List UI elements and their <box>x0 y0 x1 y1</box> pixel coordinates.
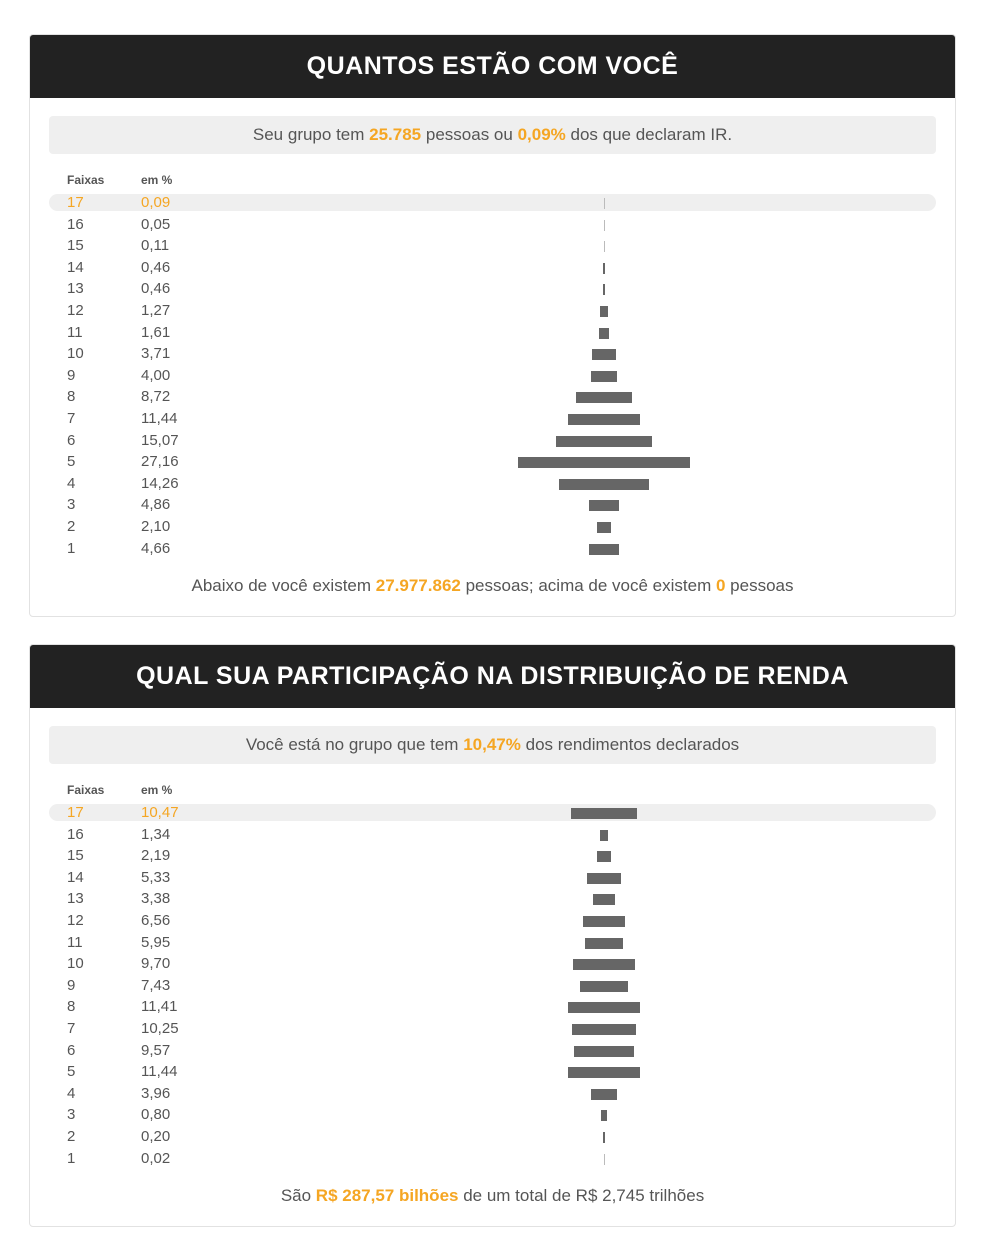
faixa-label: 4 <box>67 1084 76 1102</box>
chart-row <box>49 1127 936 1149</box>
chart-row <box>49 215 936 237</box>
faixa-label: 13 <box>67 280 84 298</box>
chart-row <box>49 1149 936 1171</box>
bar <box>568 1002 640 1013</box>
faixa-label: 7 <box>67 1019 76 1037</box>
bar <box>583 916 625 927</box>
bar <box>571 808 637 819</box>
percent-label: 5,95 <box>141 933 171 951</box>
footer-text: pessoas; acima de você existem <box>460 576 716 595</box>
faixa-label: 15 <box>67 847 84 865</box>
income-footer <box>30 1186 955 1206</box>
faixa-label: 10 <box>67 955 84 973</box>
chart-row <box>49 344 936 366</box>
bar <box>604 1154 605 1165</box>
chart-row <box>49 409 936 431</box>
chart-row <box>49 323 936 345</box>
group-people-count: 25.785 <box>369 125 422 144</box>
bar <box>604 220 605 231</box>
chart-row <box>49 474 936 496</box>
faixa-label: 7 <box>67 409 76 427</box>
chart-row <box>49 1105 936 1127</box>
chart-row <box>49 889 936 911</box>
percent-label: 1,61 <box>141 323 171 341</box>
column-header-percent: em % <box>141 783 173 797</box>
chart-row <box>49 1019 936 1041</box>
footer-text: São <box>280 1186 316 1205</box>
percent-label: 1,27 <box>141 301 171 319</box>
percent-label: 10,47 <box>141 804 179 821</box>
faixa-label: 5 <box>67 453 76 471</box>
percent-label: 11,44 <box>141 409 178 427</box>
percent-label: 4,00 <box>141 366 171 384</box>
faixa-label: 13 <box>67 890 84 908</box>
chart-row <box>49 997 936 1019</box>
chart-row <box>49 1062 936 1084</box>
percent-label: 3,96 <box>141 1084 171 1102</box>
chart-row <box>49 452 936 474</box>
bar <box>601 1110 606 1121</box>
footer-text: Abaixo de você existem <box>191 576 376 595</box>
section-title: QUAL SUA PARTICIPAÇÃO NA DISTRIBUIÇÃO DE RENDA <box>30 645 955 708</box>
faixa-label: 17 <box>67 804 84 821</box>
summary-text: Você está no grupo que tem <box>245 735 459 754</box>
chart-row <box>49 366 936 388</box>
section-title: QUANTOS ESTÃO COM VOCÊ <box>30 35 955 98</box>
percent-label: 7,43 <box>141 976 171 994</box>
percent-label: 0,02 <box>141 1149 171 1167</box>
footer-text: de um total de R$ 2,745 trilhões <box>458 1186 705 1205</box>
income-percent: 10,47% <box>463 735 521 754</box>
chart-row <box>49 431 936 453</box>
faixa-label: 6 <box>67 431 76 449</box>
chart-row <box>49 517 936 539</box>
bar <box>576 392 631 403</box>
column-header-faixas: Faixas <box>67 173 105 187</box>
bar <box>559 479 649 490</box>
faixa-label: 14 <box>67 258 84 276</box>
percent-label: 0,20 <box>141 1127 171 1145</box>
percent-label: 27,16 <box>141 453 179 471</box>
faixa-label: 8 <box>67 388 76 406</box>
chart-row <box>49 1084 936 1106</box>
group-summary <box>49 116 936 154</box>
bar <box>589 500 620 511</box>
people-distribution-card <box>29 34 956 617</box>
chart-row <box>49 387 936 409</box>
percent-label: 3,71 <box>141 345 171 363</box>
faixa-label: 9 <box>67 976 76 994</box>
position-footer <box>30 576 955 596</box>
faixa-label: 16 <box>67 825 84 843</box>
group-percent: 0,09% <box>517 125 566 144</box>
bar <box>518 457 690 468</box>
faixa-label: 12 <box>67 911 84 929</box>
percent-label: 10,25 <box>141 1019 179 1037</box>
bar <box>574 1046 635 1057</box>
faixa-label: 10 <box>67 345 84 363</box>
faixa-label: 1 <box>67 539 76 557</box>
faixa-label: 17 <box>67 194 84 211</box>
faixa-label: 11 <box>67 323 83 341</box>
column-header-percent: em % <box>141 173 173 187</box>
column-header-faixas: Faixas <box>67 783 105 797</box>
faixa-label: 12 <box>67 301 84 319</box>
chart-row <box>49 846 936 868</box>
percent-label: 8,72 <box>141 388 171 406</box>
chart-row <box>49 539 936 561</box>
faixa-label: 3 <box>67 496 76 514</box>
bar <box>591 371 616 382</box>
chart-row <box>49 1041 936 1063</box>
faixa-label: 8 <box>67 998 76 1016</box>
percent-label: 5,33 <box>141 868 171 886</box>
people-below-count: 27.977.862 <box>375 576 461 595</box>
percent-label: 0,11 <box>141 237 170 255</box>
faixa-label: 5 <box>67 1063 76 1081</box>
chart-row <box>49 495 936 517</box>
people-above-count: 0 <box>715 576 726 595</box>
percent-label: 9,70 <box>141 955 171 973</box>
chart-row <box>49 301 936 323</box>
faixa-label: 3 <box>67 1106 76 1124</box>
bar <box>600 830 608 841</box>
percent-label: 9,57 <box>141 1041 171 1059</box>
bar <box>585 938 623 949</box>
chart-row <box>49 954 936 976</box>
percent-label: 0,46 <box>141 280 171 298</box>
bar <box>603 1132 604 1143</box>
chart-row <box>49 825 936 847</box>
percent-label: 2,19 <box>141 847 171 865</box>
percent-label: 0,46 <box>141 258 171 276</box>
income-amount: R$ 287,57 bilhões <box>315 1186 459 1205</box>
percent-label: 4,66 <box>141 539 171 557</box>
bar <box>591 1089 616 1100</box>
bar <box>597 522 610 533</box>
percent-label: 0,09 <box>141 194 171 211</box>
percent-label: 11,41 <box>141 998 178 1016</box>
faixa-label: 2 <box>67 517 76 535</box>
chart-row <box>49 976 936 998</box>
faixa-label: 6 <box>67 1041 76 1059</box>
faixa-label: 4 <box>67 474 76 492</box>
chart-row <box>49 258 936 280</box>
percent-label: 0,80 <box>141 1106 171 1124</box>
summary-text: dos rendimentos declarados <box>525 735 740 754</box>
faixa-label: 16 <box>67 215 84 233</box>
chart-row <box>49 279 936 301</box>
percent-label: 11,44 <box>141 1063 178 1081</box>
highlight-row-background <box>49 194 936 211</box>
bar <box>589 544 619 555</box>
percent-label: 2,10 <box>141 517 171 535</box>
summary-text: pessoas ou <box>425 125 513 144</box>
chart-row <box>49 193 936 215</box>
income-distribution-card <box>29 644 956 1227</box>
percent-label: 1,34 <box>141 825 171 843</box>
faixa-label: 15 <box>67 237 84 255</box>
bar-chart <box>49 803 936 1170</box>
bar <box>568 1067 640 1078</box>
faixa-label: 9 <box>67 366 76 384</box>
summary-text: dos que declaram IR. <box>570 125 733 144</box>
bar <box>604 241 605 252</box>
bar <box>603 284 606 295</box>
percent-label: 14,26 <box>141 474 179 492</box>
summary-text: Seu grupo tem <box>252 125 365 144</box>
highlight-row-background <box>49 804 936 821</box>
footer-text: pessoas <box>725 576 794 595</box>
bar <box>587 873 621 884</box>
bar <box>572 1024 637 1035</box>
bar <box>597 851 611 862</box>
percent-label: 15,07 <box>141 431 179 449</box>
chart-row <box>49 236 936 258</box>
chart-row <box>49 868 936 890</box>
faixa-label: 1 <box>67 1149 76 1167</box>
bar <box>592 349 615 360</box>
bar <box>600 306 608 317</box>
bar <box>573 959 634 970</box>
chart-row <box>49 803 936 825</box>
income-summary <box>49 726 936 764</box>
percent-label: 6,56 <box>141 911 171 929</box>
percent-label: 0,05 <box>141 215 171 233</box>
percent-label: 3,38 <box>141 890 171 908</box>
chart-row <box>49 911 936 933</box>
chart-row <box>49 933 936 955</box>
bar <box>580 981 627 992</box>
bar <box>556 436 651 447</box>
bar <box>599 328 609 339</box>
bar <box>604 198 605 209</box>
faixa-label: 2 <box>67 1127 76 1145</box>
bar <box>593 894 614 905</box>
faixa-label: 14 <box>67 868 84 886</box>
bar <box>568 414 640 425</box>
bar <box>603 263 606 274</box>
percent-label: 4,86 <box>141 496 171 514</box>
faixa-label: 11 <box>67 933 83 951</box>
bar-chart <box>49 193 936 560</box>
